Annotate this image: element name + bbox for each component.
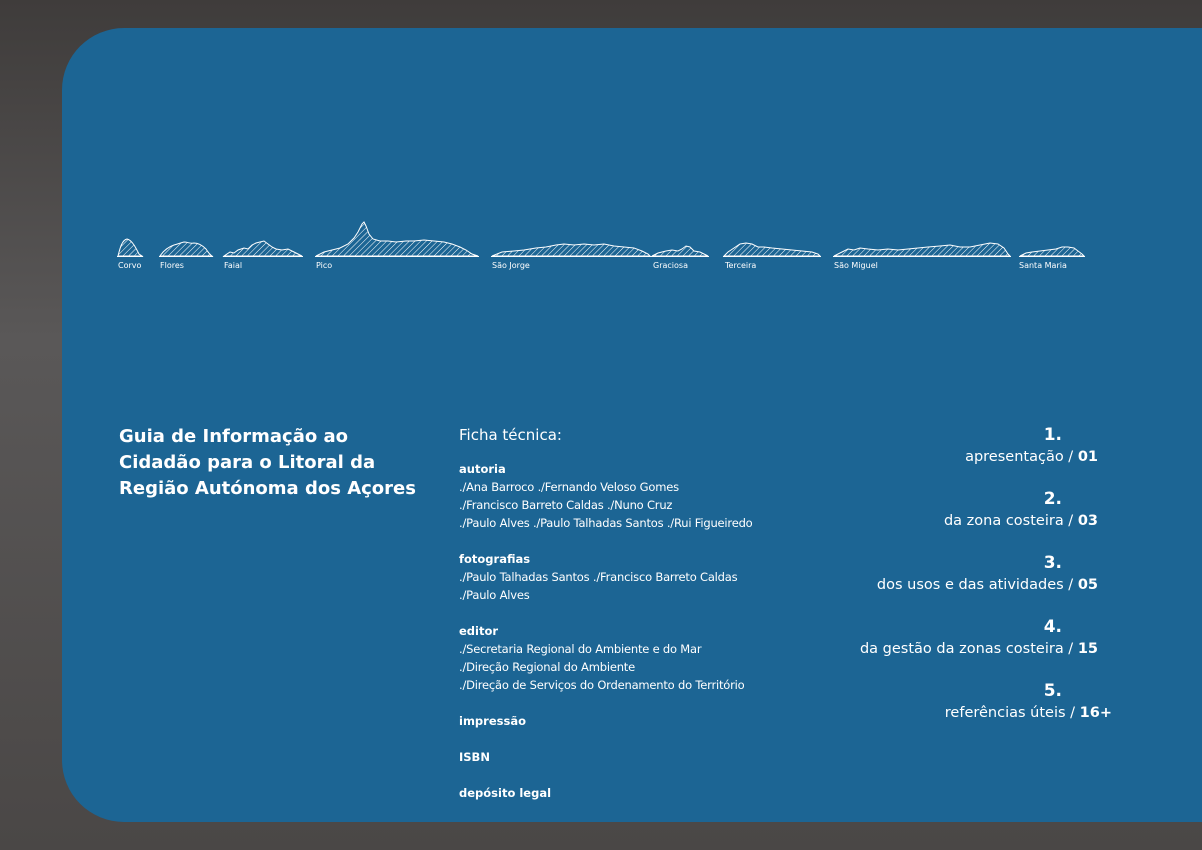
- toc-number: 2.: [1043, 489, 1062, 509]
- island-pico-profile: [316, 222, 478, 256]
- section-title: autoria: [459, 462, 506, 476]
- toc-entry: [738, 446, 1098, 468]
- toc-item-3[interactable]: [738, 552, 1098, 610]
- toc-entry: [738, 574, 1098, 596]
- credit-line: ./Francisco Barreto Caldas ./Nuno Cruz: [459, 498, 673, 512]
- island-terceira-profile: [724, 243, 820, 256]
- document-page: [62, 28, 1202, 822]
- toc-number: 4.: [1043, 617, 1062, 637]
- island-profiles: [62, 28, 1202, 288]
- credit-line: ./Paulo Talhadas Santos ./Francisco Barreto Caldas: [459, 570, 738, 584]
- section-title: depósito legal: [459, 786, 552, 800]
- toc-label: dos usos e das atividades /: [876, 577, 1078, 593]
- island-faial-profile: [224, 241, 302, 256]
- island-label-sao-jorge: São Jorge: [492, 261, 530, 270]
- island-sao-jorge-profile: [492, 244, 650, 256]
- toc-item-2[interactable]: [738, 488, 1098, 546]
- section-title: impressão: [459, 714, 526, 728]
- toc-entry: [738, 638, 1098, 660]
- toc-page-number: 01: [1077, 449, 1098, 465]
- toc-item-1[interactable]: [738, 424, 1098, 482]
- toc-label: da zona costeira /: [943, 513, 1078, 529]
- credit-line: ./Direção de Serviços do Ordenamento do Território: [459, 678, 745, 692]
- section-isbn: [459, 748, 819, 766]
- credit-line: ./Ana Barroco ./Fernando Veloso Gomes: [459, 480, 679, 494]
- document-title: Guia de Informação ao Cidadão para o Litoral da Região Autónoma dos Açores: [119, 426, 416, 499]
- toc-item-4[interactable]: [738, 616, 1098, 674]
- island-santa-maria-profile: [1020, 247, 1084, 256]
- table-of-contents: [738, 424, 1112, 744]
- credit-line: ./Secretaria Regional do Ambiente e do Mar: [459, 642, 702, 656]
- island-label-flores: Flores: [160, 261, 184, 270]
- toc-label: apresentação /: [965, 449, 1078, 465]
- section-title: editor: [459, 624, 499, 638]
- toc-page-number: 16+: [1079, 705, 1112, 721]
- island-graciosa-profile: [652, 246, 708, 256]
- toc-number: 3.: [1043, 553, 1062, 573]
- island-sao-miguel-profile: [834, 243, 1010, 256]
- toc-page-number: 03: [1077, 513, 1098, 529]
- island-label-graciosa: Graciosa: [653, 261, 688, 270]
- toc-number: 5.: [1043, 681, 1062, 701]
- toc-label: da gestão da zonas costeira /: [859, 641, 1078, 657]
- island-corvo-profile: [118, 239, 142, 256]
- section-deposito-legal: [459, 784, 819, 802]
- island-flores-profile: [160, 242, 212, 256]
- credit-line: ./Paulo Alves: [459, 588, 530, 602]
- island-label-terceira: Terceira: [725, 261, 757, 270]
- island-label-sao-miguel: São Miguel: [834, 261, 878, 270]
- island-label-santa-maria: Santa Maria: [1019, 261, 1067, 270]
- ficha-tecnica-heading: Ficha técnica:: [459, 426, 562, 444]
- toc-page-number: 05: [1077, 577, 1098, 593]
- toc-page-number: 15: [1077, 641, 1098, 657]
- toc-entry: [738, 510, 1098, 532]
- toc-label: referências úteis /: [944, 705, 1080, 721]
- island-label-faial: Faial: [224, 261, 243, 270]
- section-title: ISBN: [459, 750, 490, 764]
- toc-number: 1.: [1043, 425, 1062, 445]
- section-title: fotografias: [459, 552, 531, 566]
- toc-item-5[interactable]: [738, 680, 1112, 738]
- credit-line: ./Paulo Alves ./Paulo Talhadas Santos ./Rui Figueiredo: [459, 516, 753, 530]
- island-label-pico: Pico: [316, 261, 333, 270]
- toc-entry: [738, 702, 1112, 724]
- credit-line: ./Direção Regional do Ambiente: [459, 660, 635, 674]
- island-label-corvo: Corvo: [118, 261, 142, 270]
